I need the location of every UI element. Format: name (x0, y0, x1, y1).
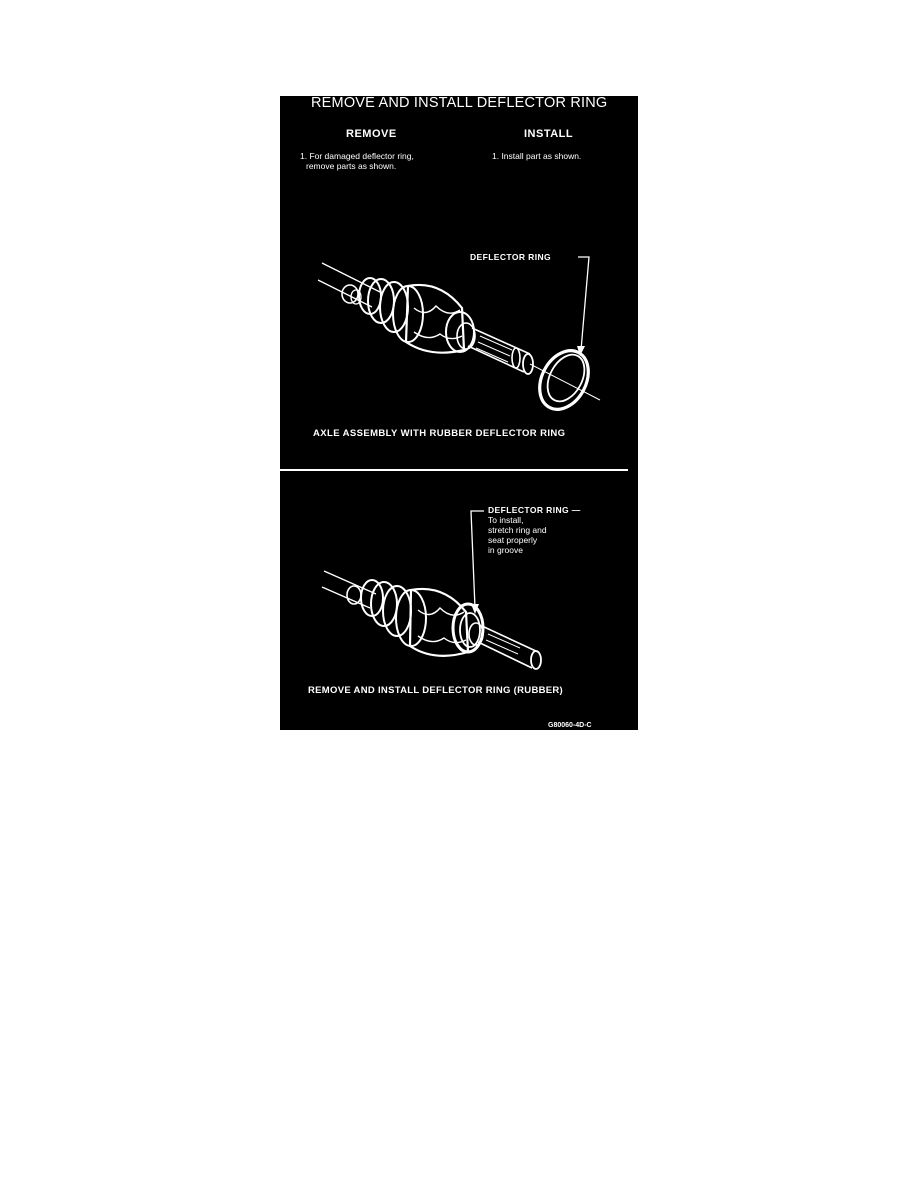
install-step-text: 1. Install part as shown. (492, 151, 582, 161)
remove-heading: REMOVE (346, 128, 397, 140)
install-note-line-1: To install, (488, 515, 524, 525)
upper-axle-illustration (318, 257, 600, 418)
axle-illustrations (280, 96, 638, 730)
install-note-line-4: in groove (488, 545, 523, 555)
deflector-ring-figure (280, 96, 638, 730)
remove-step-line-1: 1. For damaged deflector ring, (300, 151, 414, 161)
lower-diagram-caption: REMOVE AND INSTALL DEFLECTOR RING (RUBBER) (308, 685, 564, 696)
upper-diagram-caption: AXLE ASSEMBLY WITH RUBBER DEFLECTOR RING (313, 428, 566, 439)
figure-title: REMOVE AND INSTALL DEFLECTOR RING (311, 96, 608, 111)
section-divider (280, 469, 628, 471)
lower-deflector-ring-label: DEFLECTOR RING — (488, 505, 581, 515)
install-note-line-2: stretch ring and (488, 525, 547, 535)
install-note-line-3: seat properly (488, 535, 538, 545)
figure-code: G80060-4D-C (548, 722, 592, 729)
lower-deflector-ring-callout (488, 505, 581, 555)
upper-deflector-ring-label: DEFLECTOR RING (470, 252, 552, 262)
remove-step-line-2: remove parts as shown. (306, 161, 397, 171)
install-heading: INSTALL (524, 128, 574, 140)
